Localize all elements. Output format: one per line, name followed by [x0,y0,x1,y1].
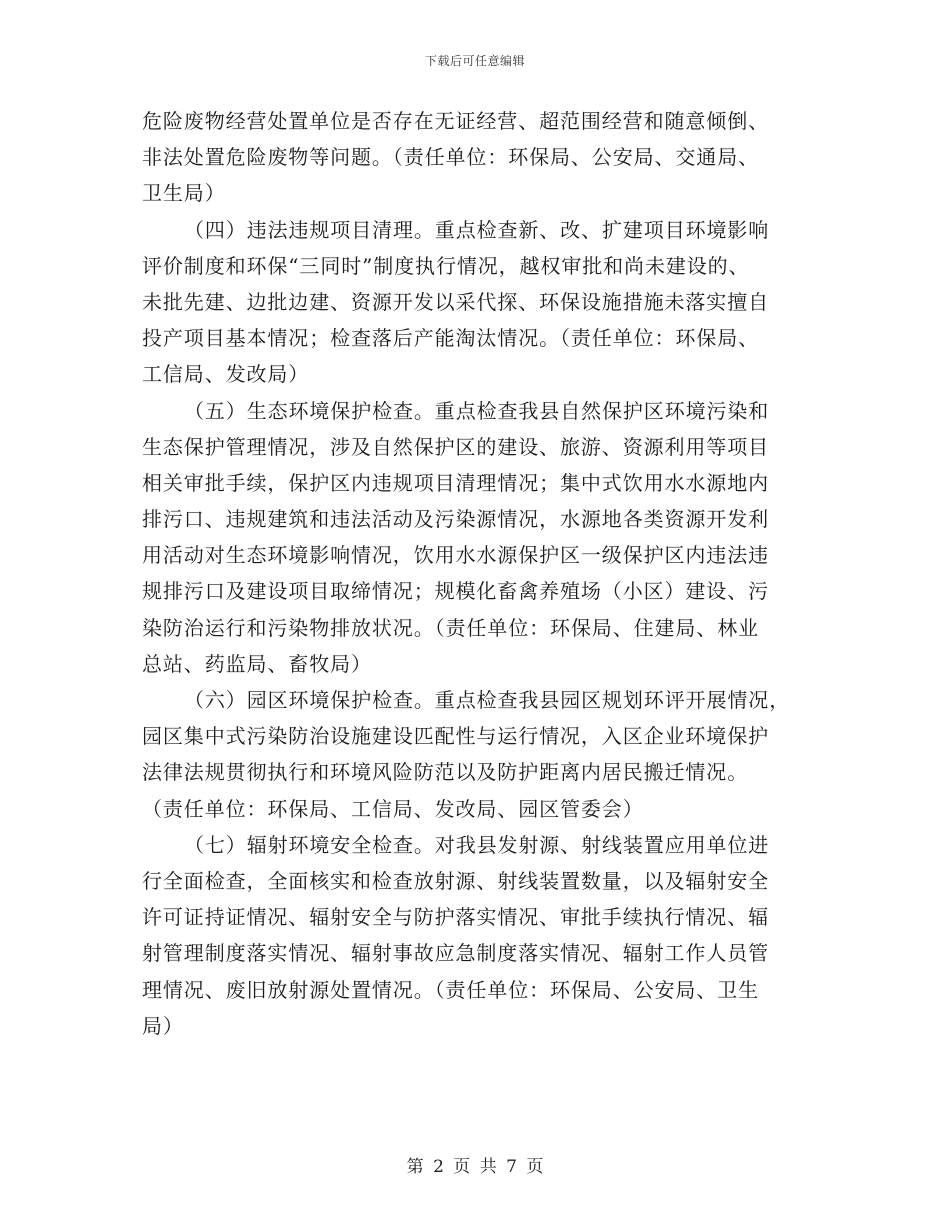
text-line: 射管理制度落实情况、辐射事故应急制度落实情况、辐射工作人员管 [142,941,769,966]
text-line: 染防治运行和污染物排放状况。（责任单位：环保局、住建局、林业 [142,615,759,640]
text-line: 生态保护管理情况，涉及自然保护区的建设、旅游、资源利用等项目 [142,434,769,459]
text-line: （七）辐射环境安全检查。对我县发射源、射线装置应用单位进 [184,832,770,857]
text-line: （四）违法违规项目清理。重点检查新、改、扩建项目环境影响 [184,217,770,242]
text-line: 工信局、发改局） [142,362,310,387]
page-header: 下载后可任意编辑 [424,54,525,68]
text-line: 用活动对生态环境影响情况，饮用水水源保护区一级保护区内违法违 [142,543,769,568]
text-line: 卫生局） [142,181,226,206]
text-line: 排污口、违规建筑和违法活动及污染源情况，水源地各类资源开发利 [142,507,769,532]
text-line: 相关审批手续，保护区内违规项目清理情况；集中式饮用水水源地内 [142,470,769,495]
text-line: 规排污口及建设项目取缔情况；规模化畜禽养殖场（小区）建设、污 [142,579,769,604]
text-line: 评价制度和环保“三同时”制度执行情况，越权审批和尚未建设的、 [142,253,750,278]
text-line: 未批先建、边批边建、资源开发以采代探、环保设施措施未落实擅自 [142,289,769,314]
text-line: 危险废物经营处置单位是否存在无证经营、超范围经营和随意倾倒、 [142,109,769,133]
text-line: （六）园区环境保护检查。重点检查我县园区规划环评开展情况， [184,688,791,712]
document-body [142,103,806,1044]
text-line: （五）生态环境保护检查。重点检查我县自然保护区环境污染和 [184,398,770,423]
text-line: 园区集中式污染防治设施建设匹配性与运行情况，入区企业环境保护 [142,724,769,749]
text-line: 理情况、废旧放射源处置情况。（责任单位：环保局、公安局、卫生 [142,977,759,1002]
text-line: 非法处置危险废物等问题。（责任单位：环保局、公安局、交通局、 [142,145,759,170]
text-line: （责任单位：环保局、工信局、发改局、园区管委会） [142,796,644,821]
text-line: 总站、药监局、畜牧局） [142,651,372,676]
text-line: 法律法规贯彻执行和环境风险防范以及防护距离内居民搬迁情况。 [142,760,749,785]
page-number: 第 2 页 共 7 页 [406,1157,544,1177]
text-line: 行全面检查，全面核实和检查放射源、射线装置数量，以及辐射安全 [142,868,769,893]
text-line: 局） [142,1013,184,1038]
text-line: 许可证持证情况、辐射安全与防护落实情况、审批手续执行情况、辐 [142,905,769,930]
text-line: 投产项目基本情况；检查落后产能淘汰情况。（责任单位：环保局、 [142,326,759,351]
